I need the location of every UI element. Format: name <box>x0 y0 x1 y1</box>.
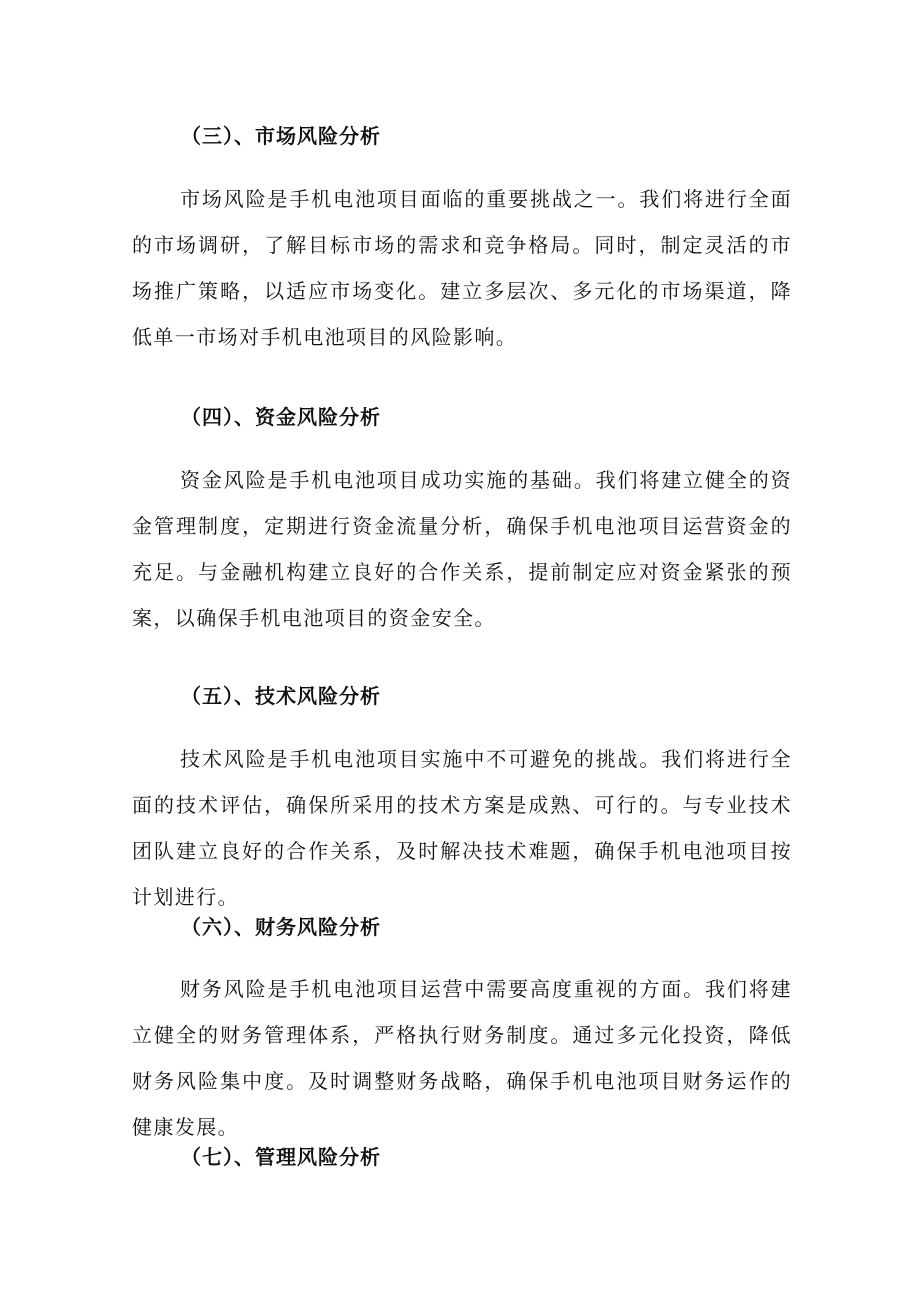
section-body-3: 市场风险是手机电池项目面临的重要挑战之一。我们将进行全面的市场调研，了解目标市场的需求和竞争格局。同时，制定灵活的市场推广策略，以适应市场变化。建立多层次、多元化的市场渠道，降低单一市场对手机电池项目的风险影响。 <box>132 187 792 349</box>
section-body-6: 财务风险是手机电池项目运营中需要高度重视的方面。我们将建立健全的财务管理体系，严格执行财务制度。通过多元化投资，降低财务风险集中度。及时调整财务战略，确保手机电池项目财务运作的健康发展。 <box>132 977 792 1139</box>
section-heading-6: （六）、财务风险分析 <box>181 915 381 939</box>
section-heading-3: （三）、市场风险分析 <box>181 124 381 148</box>
section-body-4: 资金风险是手机电池项目成功实施的基础。我们将建立健全的资金管理制度，定期进行资金流量分析，确保手机电池项目运营资金的充足。与金融机构建立良好的合作关系，提前制定应对资金紧张的预案，以确保手机电池项目的资金安全。 <box>132 468 792 630</box>
section-heading-7: （七）、管理风险分析 <box>181 1145 381 1169</box>
section-heading-5: （五）、技术风险分析 <box>181 684 381 708</box>
section-body-5: 技术风险是手机电池项目实施中不可避免的挑战。我们将进行全面的技术评估，确保所采用的技术方案是成熟、可行的。与专业技术团队建立良好的合作关系，及时解决技术难题，确保手机电池项目按计划进行。 <box>132 747 792 909</box>
section-heading-4: （四）、资金风险分析 <box>181 405 381 429</box>
